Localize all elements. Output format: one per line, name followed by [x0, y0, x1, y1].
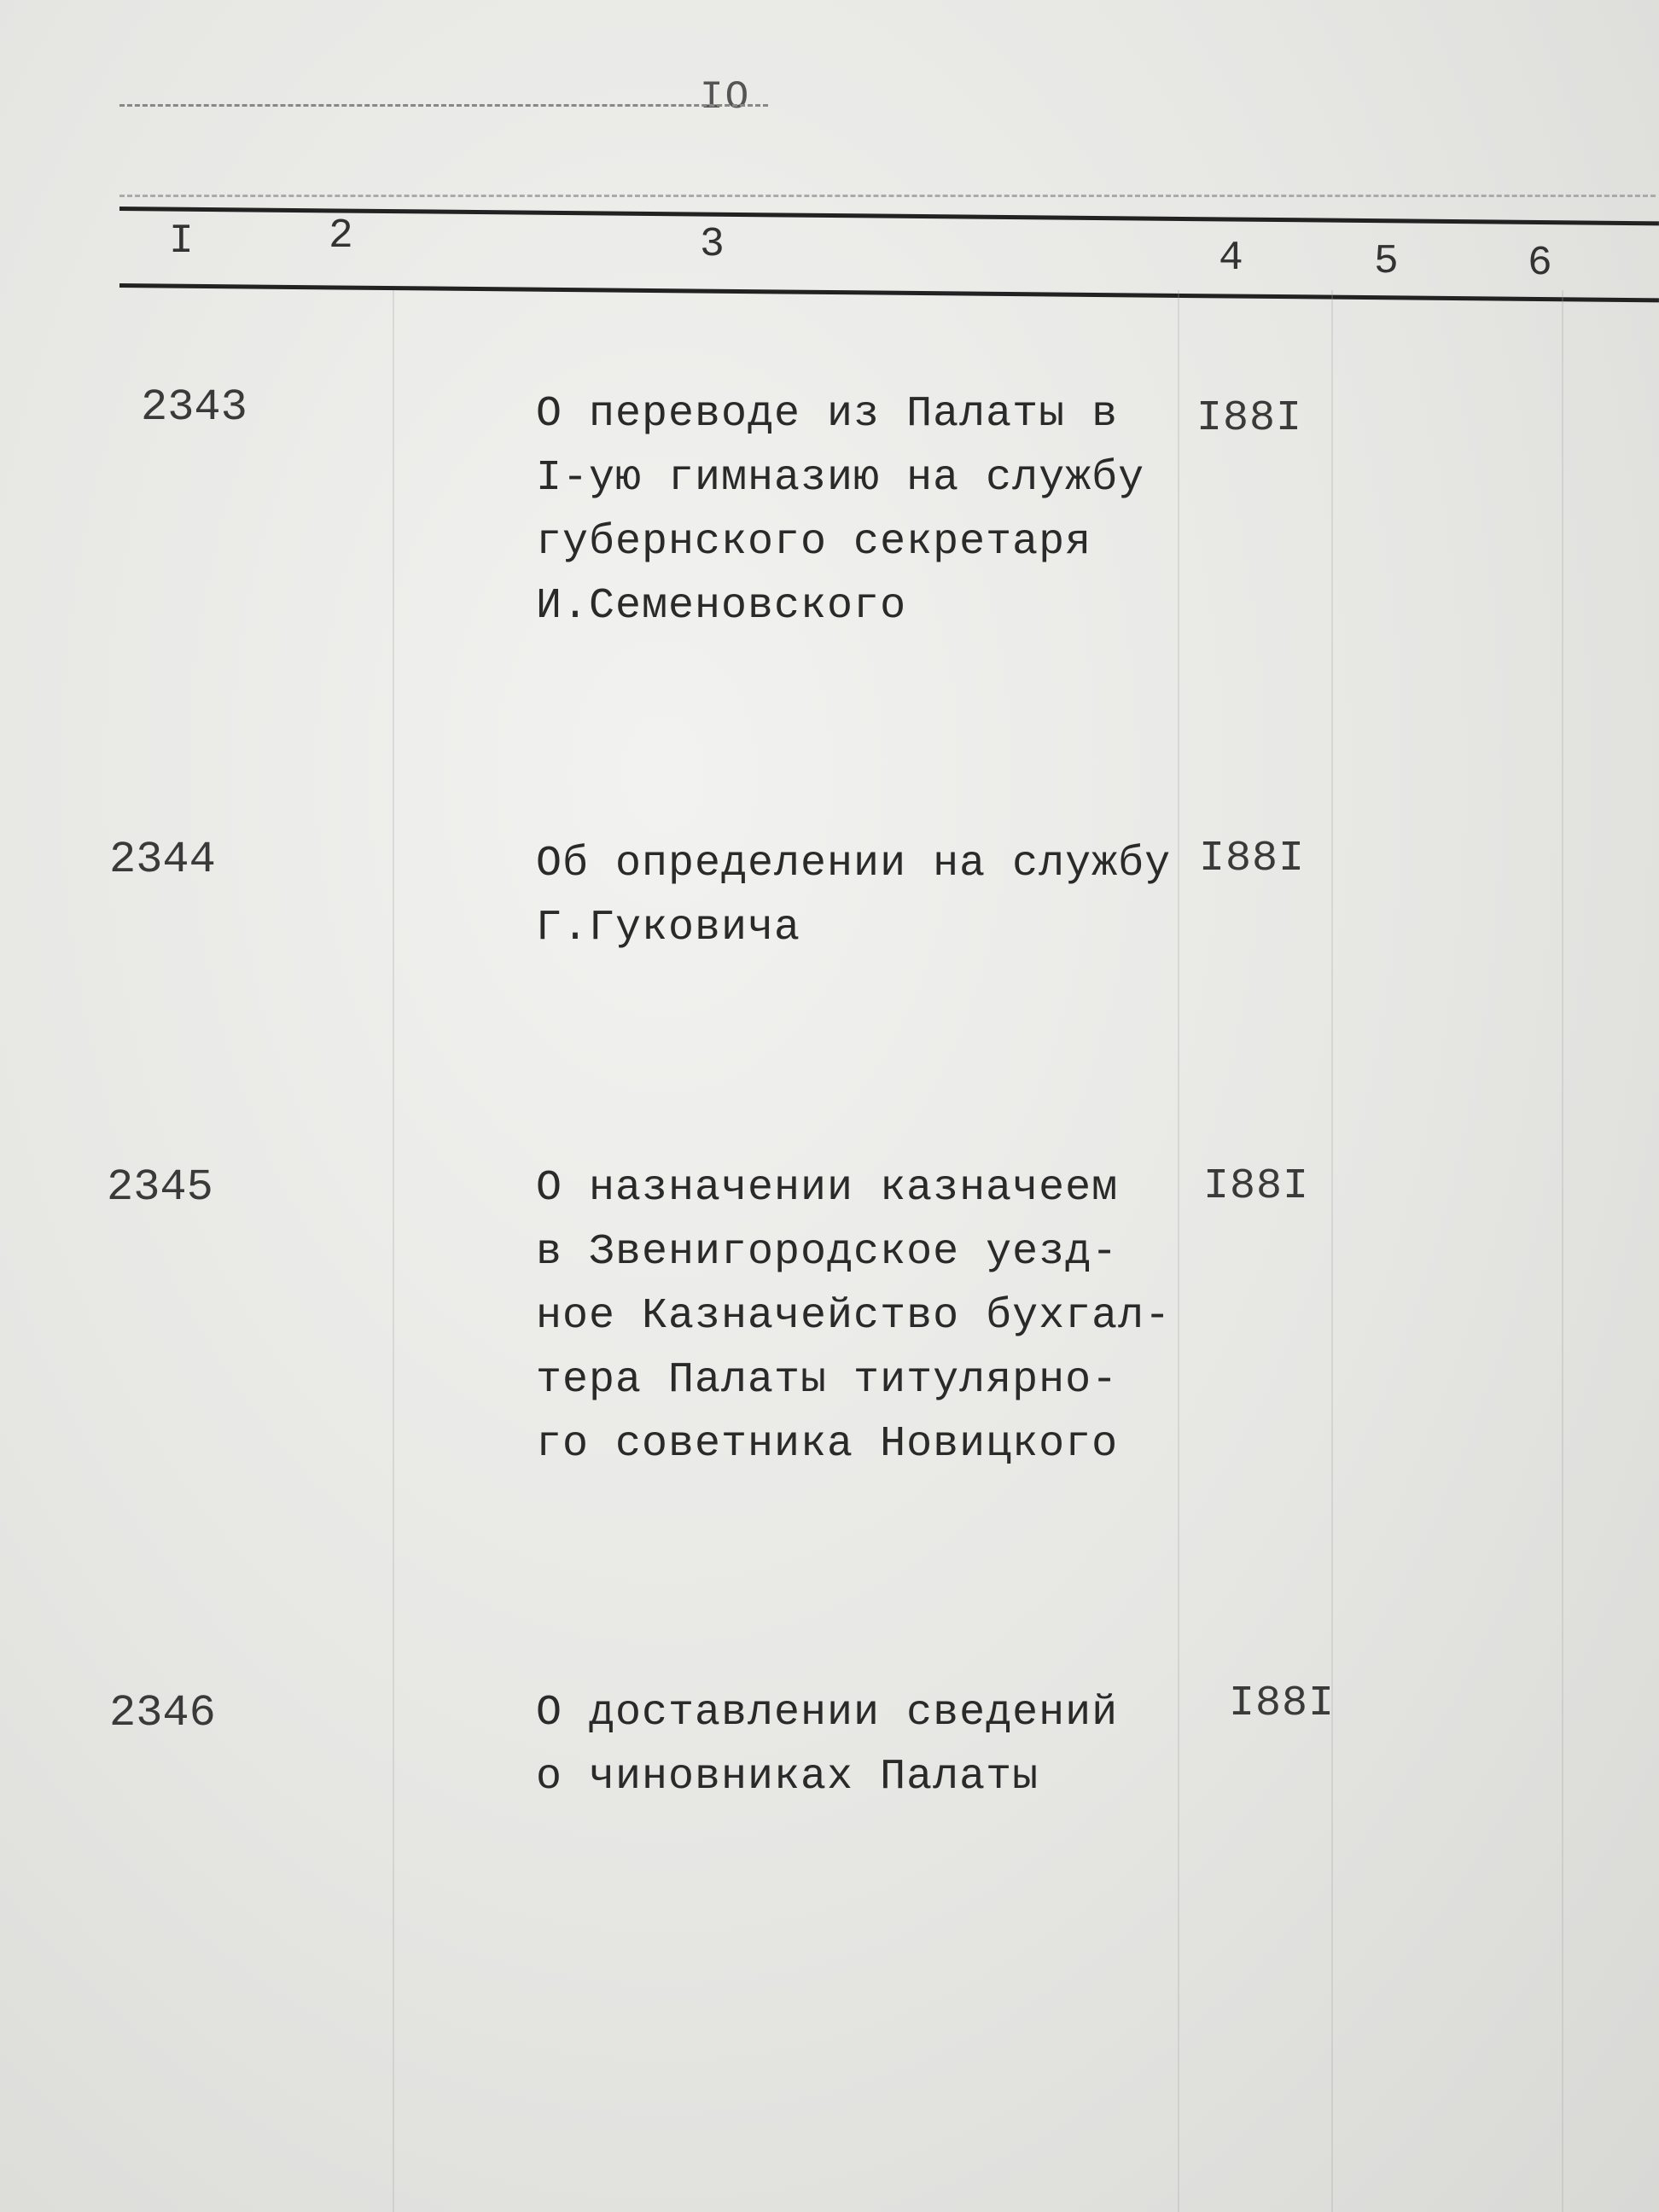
row-number: 2345	[107, 1162, 213, 1213]
column-guide-line	[393, 290, 394, 2212]
header-dashed-divider	[119, 195, 1656, 197]
column-header-6: 6	[1528, 241, 1552, 287]
column-header-2: 2	[329, 213, 353, 259]
row-description: Об определении на службу Г.Гуковича	[536, 840, 1172, 952]
column-guide-line	[1331, 290, 1333, 2212]
row-description: О переводе из Палаты в I-ую гимназию на службу губернского секретаря И.Семеновского	[536, 390, 1145, 631]
column-header-5: 5	[1374, 239, 1399, 285]
column-header-4: 4	[1219, 236, 1243, 282]
row-number: 2343	[141, 382, 247, 433]
page-number: IO	[700, 75, 751, 119]
row-number: 2344	[109, 835, 216, 885]
row-year: I88I	[1229, 1679, 1336, 1728]
top-dashed-divider	[119, 104, 768, 107]
column-header-3: 3	[700, 222, 725, 268]
row-year: I88I	[1203, 1162, 1310, 1211]
header-bottom-rule	[119, 283, 1659, 302]
row-number: 2346	[109, 1688, 216, 1738]
row-year: I88I	[1199, 835, 1306, 883]
row-description: О доставлении сведений о чиновниках Палаты	[536, 1689, 1119, 1802]
column-header-1: I	[169, 218, 194, 265]
row-description: О назначении казначеем в Звенигородское уезд- ное Казначейство бухгал- тера Палаты титулярно- го советника Новицкого	[536, 1164, 1172, 1469]
column-guide-line	[1562, 290, 1563, 2212]
row-year: I88I	[1196, 394, 1303, 443]
